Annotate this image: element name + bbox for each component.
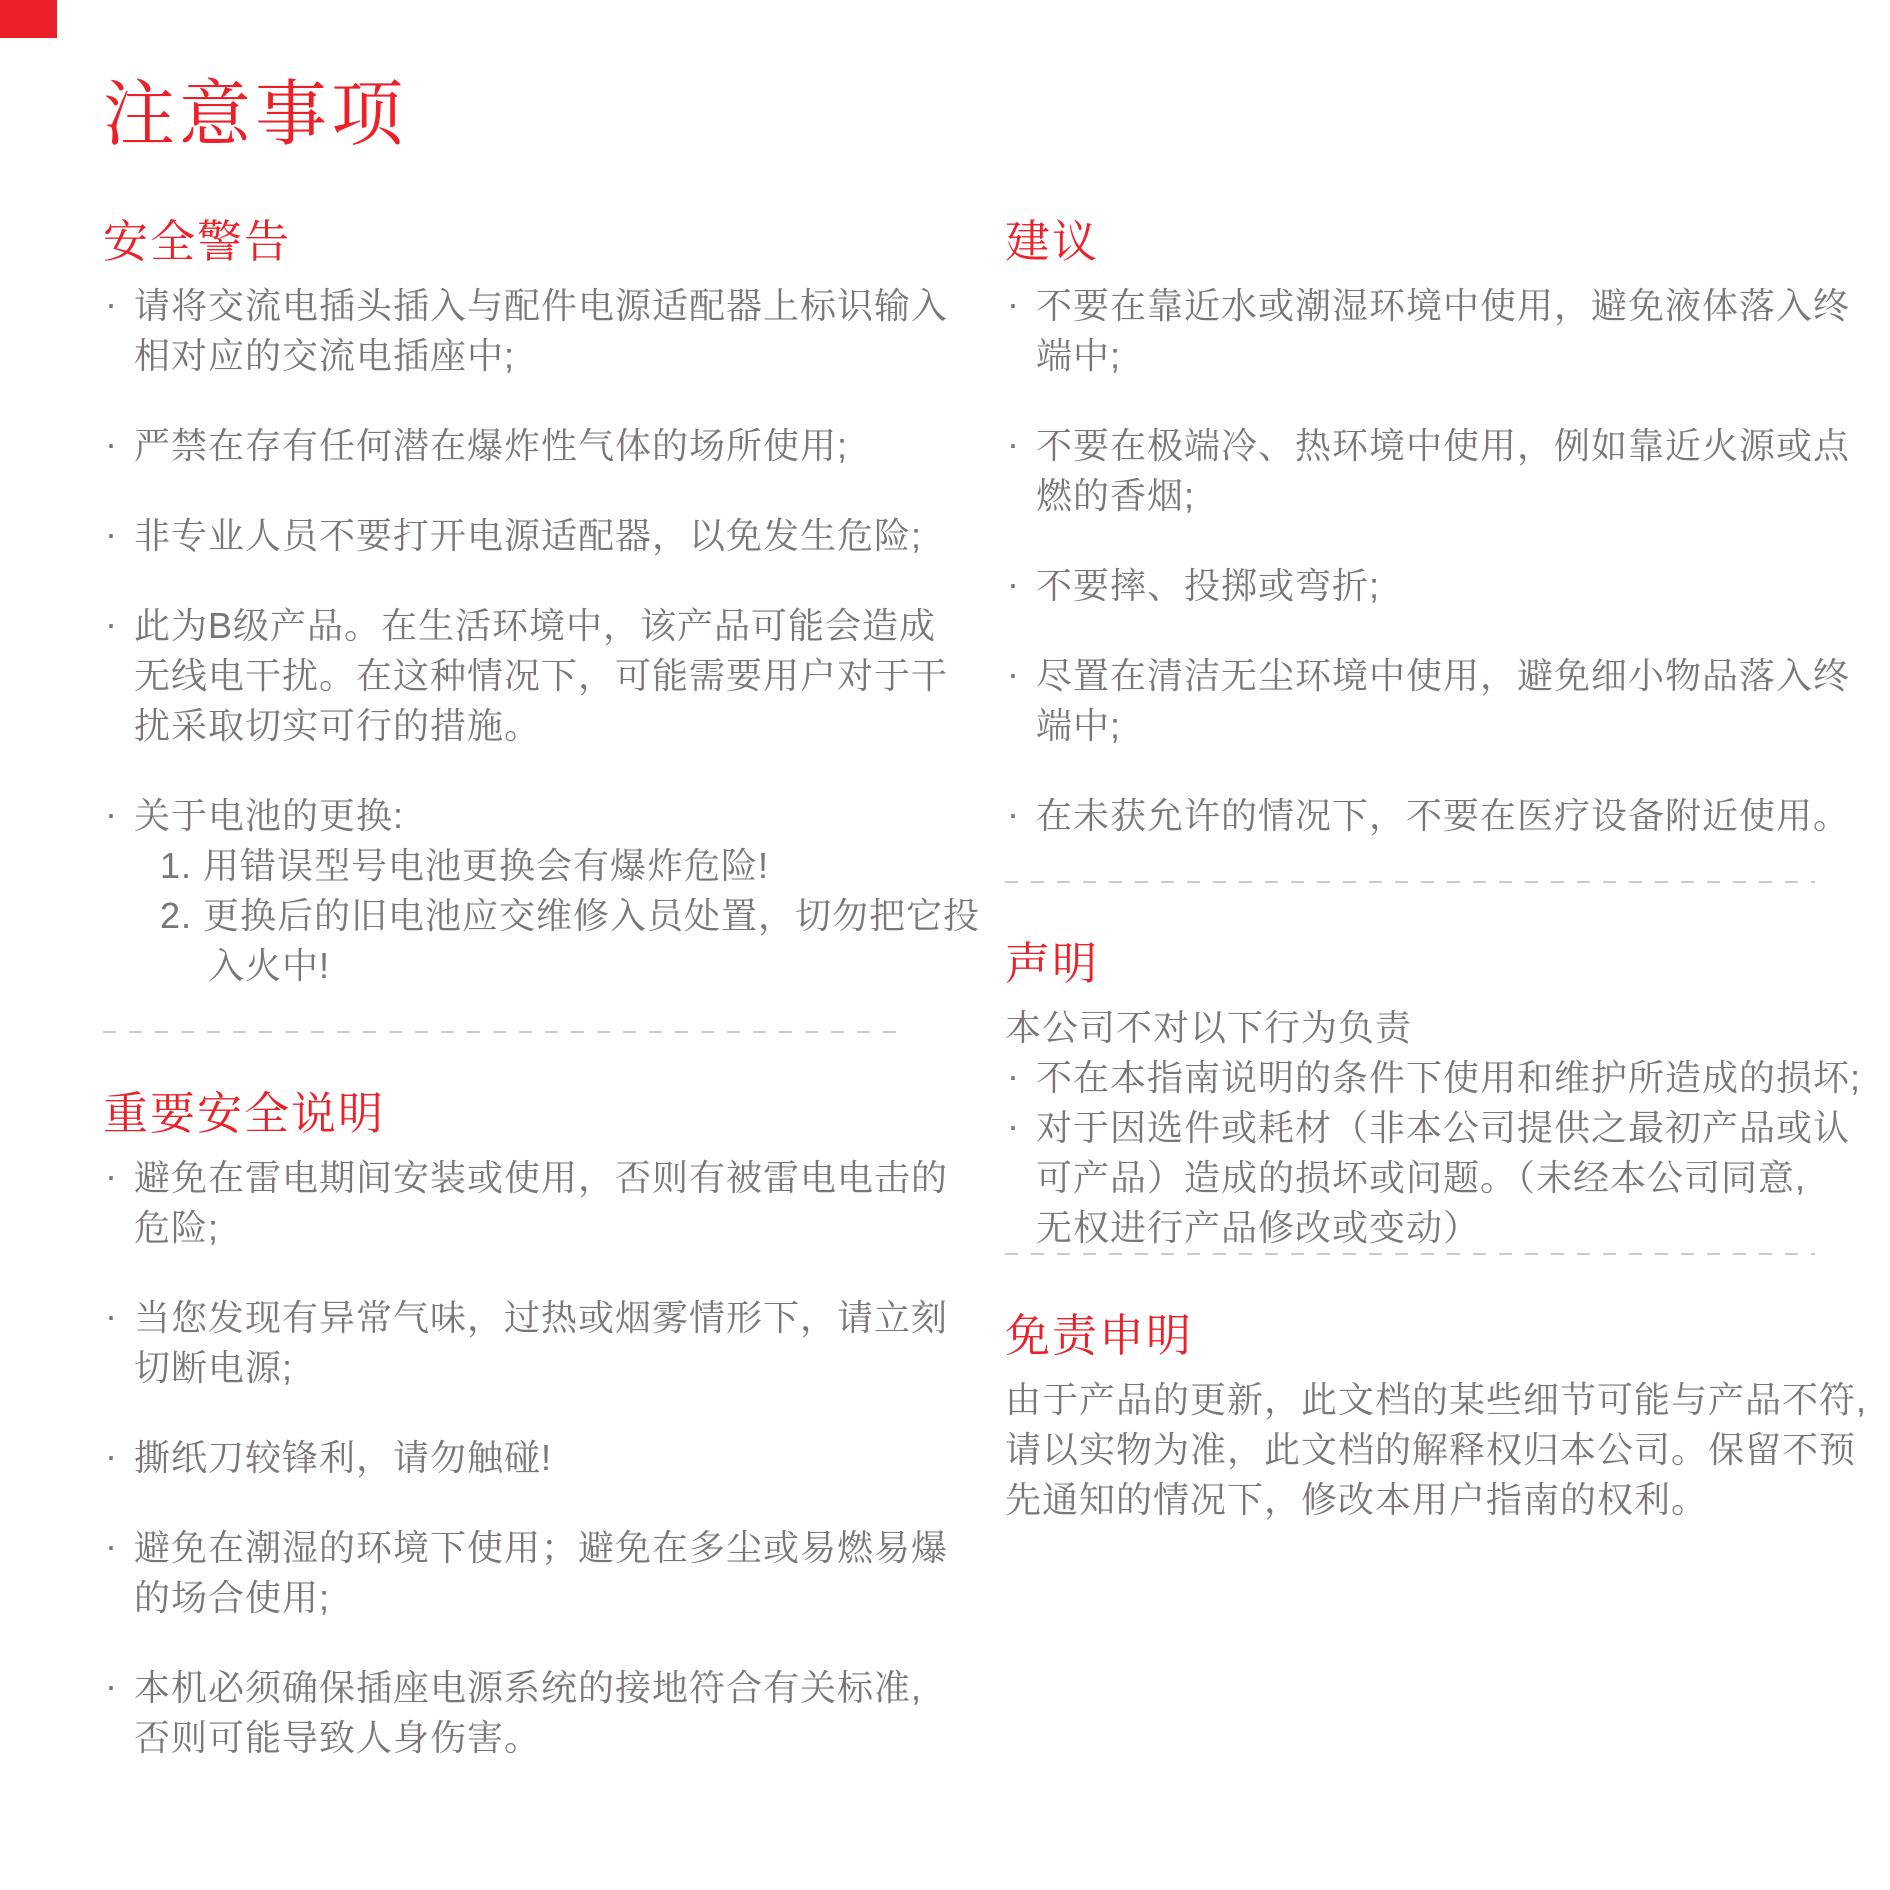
text-line: 危险; [134,1207,220,1248]
text-line: 的场合使用; [134,1577,331,1618]
text-line: 本公司不对以下行为负责 [1005,1007,1413,1048]
bullet-item [103,1433,903,1483]
bullet-item [103,281,949,381]
text-line: 对于因选件或耗材（非本公司提供之最初产品或认 [1036,1107,1851,1148]
text-line: 当您发现有异常气味，过热或烟雾情形下，请立刻 [134,1297,949,1338]
bullet-dot-icon: · [105,793,118,834]
bullet-item [1005,1103,1851,1253]
bullet-item [1005,651,1851,751]
bullet-dot-icon: · [1007,1055,1020,1096]
bullet-dot-icon: · [105,1665,118,1706]
bullet-dot-icon: · [105,1295,118,1336]
bullet-dot-icon: · [1007,793,1020,834]
text-line: 不要摔、投掷或弯折; [1036,565,1381,606]
text-line: 燃的香烟; [1036,475,1196,516]
text-line: 避免在潮湿的环境下使用；避免在多尘或易燃易爆 [134,1527,949,1568]
bullet-item [103,511,923,561]
section-heading: 建议 [1005,216,1100,267]
text-line: 扰采取切实可行的措施。 [134,705,542,746]
text-line: 关于电池的更换: [134,795,405,836]
section-heading: 免责申明 [1005,1310,1194,1361]
bullet-dot-icon: · [105,283,118,324]
bullet-item [1005,281,1851,381]
text-line: 请以实物为准，此文档的解释权归本公司。保留不预 [1005,1429,1857,1470]
bullet-item [103,791,981,991]
text-line: 1. 用错误型号电池更换会有爆炸危险! [160,845,770,886]
text-line: 在未获允许的情况下，不要在医疗设备附近使用。 [1036,795,1851,836]
bullet-dot-icon: · [105,423,118,464]
text-item [1005,1375,1868,1525]
section-items [1005,1375,1868,1525]
text-line: 端中; [1036,335,1122,376]
bullet-item [103,1523,949,1623]
text-line: 无权进行产品修改或变动） [1036,1207,1481,1248]
bullet-item [103,1663,923,1763]
section-heading: 声明 [1005,938,1100,989]
bullet-item [103,421,903,471]
text-line: 先通知的情况下，修改本用户指南的权利。 [1005,1479,1709,1520]
text-line: 本机必须确保插座电源系统的接地符合有关标准, [134,1667,923,1708]
text-line: 严禁在存有任何潜在爆炸性气体的场所使用; [134,425,849,466]
page-title: 注意事项 [103,75,408,155]
dashed-divider [103,1031,903,1033]
bullet-dot-icon: · [1007,563,1020,604]
bullet-dot-icon: · [1007,653,1020,694]
text-line: 撕纸刀较锋利，请勿触碰! [134,1437,553,1478]
left-column [103,213,981,1803]
bullet-dot-icon: · [1007,1105,1020,1146]
text-line: 避免在雷电期间安装或使用，否则有被雷电电击的 [134,1157,949,1198]
corner-mark [0,0,57,38]
text-line: 相对应的交流电插座中; [134,335,516,376]
bullet-dot-icon: · [1007,423,1020,464]
text-line: 不要在靠近水或潮湿环境中使用，避免液体落入终 [1036,285,1851,326]
text-line: 由于产品的更新，此文档的某些细节可能与产品不符, [1005,1379,1868,1420]
bullet-dot-icon: · [105,603,118,644]
bullet-item [1005,561,1815,611]
text-line: 端中; [1036,705,1122,746]
text-line: 切断电源; [134,1347,294,1388]
section-heading: 安全警告 [103,216,292,267]
section-items [1005,281,1851,841]
text-line: 入火中! [208,945,331,986]
section-items [1005,1003,1862,1253]
bullet-item [1005,791,1851,841]
bullet-dot-icon: · [105,513,118,554]
text-item [1005,1003,1815,1053]
text-line: 非专业人员不要打开电源适配器，以免发生危险; [134,515,923,556]
right-column [1005,213,1868,1525]
bullet-item [103,1293,949,1393]
bullet-item [103,1153,949,1253]
text-line: 请将交流电插头插入与配件电源适配器上标识输入 [134,285,949,326]
text-line: 此为B级产品。在生活环境中，该产品可能会造成 [134,605,937,646]
dashed-divider [1005,881,1815,883]
text-line: 不要在极端冷、热环境中使用，例如靠近火源或点 [1036,425,1851,466]
bullet-dot-icon: · [1007,283,1020,324]
bullet-item [1005,421,1851,521]
text-line: 2. 更换后的旧电池应交维修入员处置，切勿把它投 [160,895,981,936]
bullet-dot-icon: · [105,1525,118,1566]
text-line: 否则可能导致人身伤害。 [134,1717,542,1758]
bullet-item [1005,1053,1862,1103]
text-line: 尽置在清洁无尘环境中使用，避免细小物品落入终 [1036,655,1851,696]
section-items [103,281,981,991]
text-line: 可产品）造成的损坏或问题。（未经本公司同意, [1036,1157,1807,1198]
bullet-dot-icon: · [105,1435,118,1476]
text-line: 不在本指南说明的条件下使用和维护所造成的损坏; [1036,1057,1862,1098]
section-heading: 重要安全说明 [103,1088,386,1139]
section-items [103,1153,949,1763]
bullet-dot-icon: · [105,1155,118,1196]
text-line: 无线电干扰。在这种情况下，可能需要用户对于干 [134,655,949,696]
dashed-divider [1005,1253,1815,1255]
bullet-item [103,601,949,751]
